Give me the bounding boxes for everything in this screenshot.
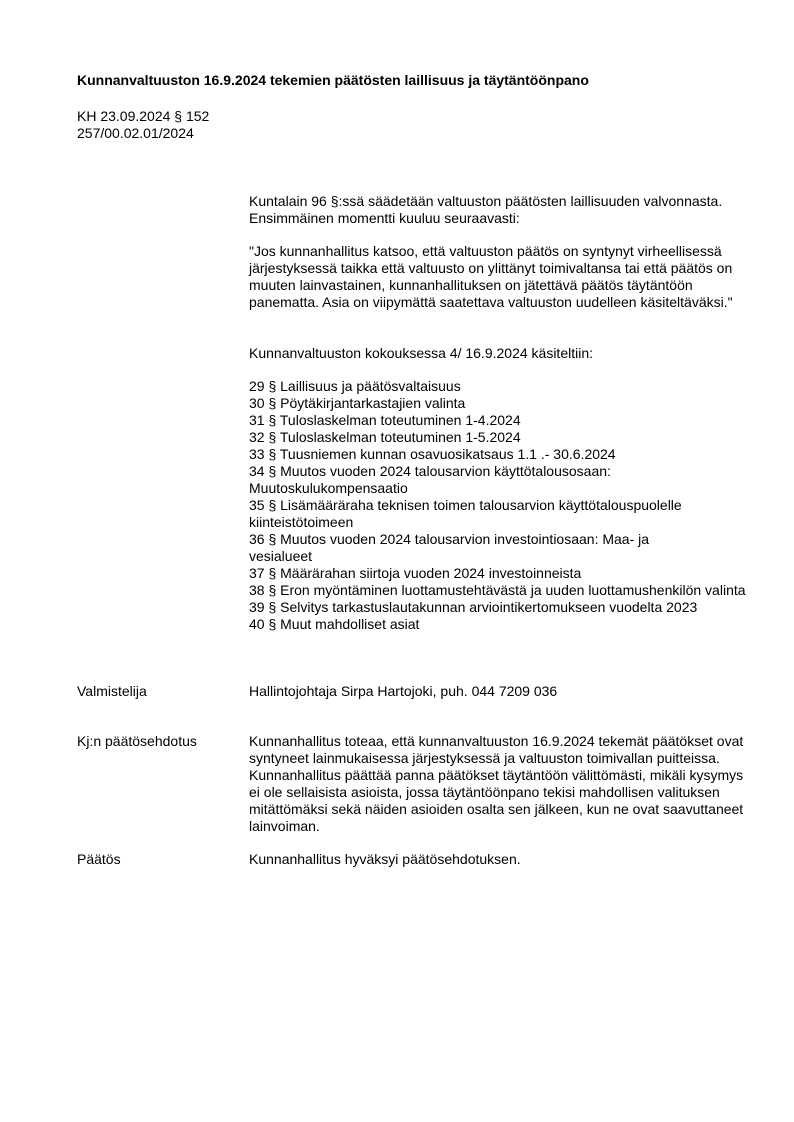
intro-paragraph — [249, 193, 749, 227]
list-item: 30 § Pöytäkirjantarkastajien valinta — [249, 395, 466, 411]
preparer-value: Hallintojohtaja Sirpa Hartojoki, puh. 044 7209 036 — [249, 683, 558, 699]
agenda-list — [249, 378, 749, 633]
record-number: 257/00.02.01/2024 — [77, 125, 194, 141]
meeting-reference: KH 23.09.2024 § 152 — [77, 108, 210, 124]
decision-label: Päätös — [77, 851, 121, 867]
list-item: 36 § Muutos vuoden 2024 talousarvion investointiosaan: Maa- ja vesialueet — [249, 531, 650, 564]
intro-text: Kuntalain 96 §:ssä säädetään valtuuston päätösten laillisuuden valvonnasta. Ensimmäinen momentti kuuluu seuraavasti: — [249, 193, 723, 226]
quote-paragraph — [249, 243, 749, 311]
list-item: 29 § Laillisuus ja päätösvaltaisuus — [249, 378, 461, 394]
proposal-value: Kunnanhallitus toteaa, että kunnanvaltuuston 16.9.2024 tekemät päätökset ovat syntyneet lainmukaisessa järjestyksessä ja valtuuston toimivallan puitteissa. Kunnanhallitus päättää panna päätökset täytäntöön välittömästi, mikäli kysymys ei ole sellaisista asioista, jossa täytäntöönpano tekisi mahdollisen valituksen mitättömäksi sekä näiden asioiden osalta sen jälkeen, kun ne ovat saavuttaneet lainvoiman. — [249, 733, 744, 834]
preparer-label: Valmistelija — [77, 683, 147, 699]
proposal-label: Kj:n päätösehdotus — [77, 733, 197, 749]
law-quote-text: "Jos kunnanhallitus katsoo, että valtuuston päätös on syntynyt virheellisessä järjestyksessä taikka että valtuusto on ylittänyt toimivaltansa tai että päätös on muuten lainvastainen, kunnanhallituksen on jätettävä päätös täytäntöön panematta. Asia on viipymättä saatettava valtuuston uudelleen käsiteltäväksi." — [249, 243, 733, 310]
list-item: 33 § Tuusniemen kunnan osavuosikatsaus 1.1 .- 30.6.2024 — [249, 446, 616, 462]
document-title: Kunnanvaltuuston 16.9.2024 tekemien päätösten laillisuus ja täytäntöönpano — [77, 72, 589, 88]
meeting-line — [249, 345, 749, 362]
list-item: 35 § Lisämääräraha teknisen toimen talousarvion käyttötalouspuolelle kiinteistötoimeen — [249, 497, 682, 530]
list-item: 39 § Selvitys tarkastuslautakunnan arviointikertomukseen vuodelta 2023 — [249, 599, 698, 615]
list-item: 40 § Muut mahdolliset asiat — [249, 616, 420, 632]
meeting-line-text: Kunnanvaltuuston kokouksessa 4/ 16.9.2024 käsiteltiin: — [249, 345, 594, 361]
list-item: 34 § Muutos vuoden 2024 talousarvion käyttötalousosaan: Muutoskulukompensaatio — [249, 463, 611, 496]
list-item: 38 § Eron myöntäminen luottamustehtävästä ja uuden luottamushenkilön valinta — [249, 582, 746, 598]
decision-value: Kunnanhallitus hyväksyi päätösehdotuksen. — [249, 851, 521, 867]
list-item: 32 § Tuloslaskelman toteutuminen 1-5.2024 — [249, 429, 521, 445]
list-item: 37 § Määrärahan siirtoja vuoden 2024 investoinneista — [249, 565, 582, 581]
list-item: 31 § Tuloslaskelman toteutuminen 1-4.2024 — [249, 412, 521, 428]
